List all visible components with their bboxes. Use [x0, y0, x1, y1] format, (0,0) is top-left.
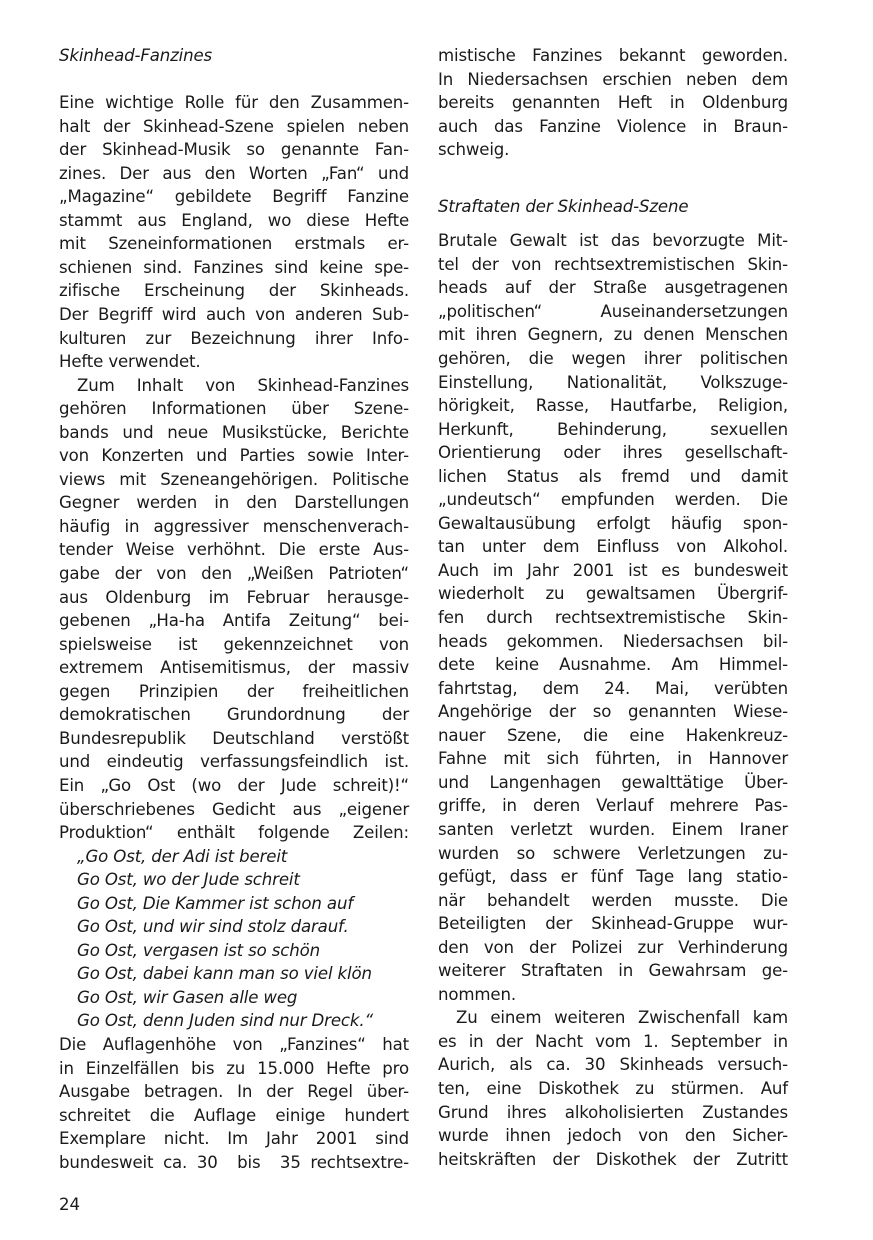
text-line: nommen. — [438, 984, 516, 1004]
text-line: Bundesrepublik Deutschland verstößt — [59, 728, 409, 748]
poem-line: Go Ost, und wir sind stolz darauf. — [77, 917, 349, 937]
text-line: Ausgabe betragen. In der Regel über- — [59, 1082, 409, 1102]
spacer — [438, 218, 788, 229]
text-line: schienen sind. Fanzines sind keine spe- — [59, 257, 409, 277]
text-line: griffe, in deren Verlauf mehrere Pas- — [438, 796, 788, 816]
text-line: Ein „Go Ost (wo der Jude schreit)!“ — [59, 775, 409, 795]
text-line: gehören, die wegen ihrer politischen — [438, 349, 788, 369]
text-line: der Skinhead-Musik so genannte Fan- — [59, 140, 409, 160]
text-line: Orientierung oder ihres gesellschaft- — [438, 443, 788, 463]
text-line: Fahne mit sich führten, in Hannover — [438, 749, 788, 769]
text-line: tan unter dem Einfluss von Alkohol. — [438, 537, 788, 557]
text-line: in Einzelfällen bis zu 15.000 Hefte pro — [59, 1058, 409, 1078]
text-line: mit ihren Gegnern, zu denen Menschen — [438, 325, 788, 345]
text-line: gabe der von den „Weißen Patrioten“ — [59, 564, 409, 584]
text-line: lichen Status als fremd und damit — [438, 466, 788, 486]
text-line: „politischen“ Auseinandersetzungen — [438, 301, 788, 321]
text-line: wurde ihnen jedoch von den Sicher- — [438, 1126, 788, 1146]
left-column — [59, 44, 409, 1174]
poem-line: Go Ost, denn Juden sind nur Dreck.“ — [77, 1011, 373, 1031]
text-line: santen verletzt wurden. Einem Iraner — [438, 819, 788, 839]
text-line: es in der Nacht vom 1. September in — [438, 1031, 788, 1051]
text-line: aus Oldenburg im Februar herausge- — [59, 587, 409, 607]
text-line: gegen Prinzipien der freiheitlichen — [59, 681, 409, 701]
text-line: gehören Informationen über Szene- — [59, 399, 409, 419]
text-line: extremem Antisemitismus, der massiv — [59, 658, 409, 678]
text-line: mistische Fanzines bekannt geworden. — [438, 46, 788, 65]
text-line: Eine wichtige Rolle für den Zusammen- — [59, 93, 409, 113]
section-heading-fanzines: Skinhead-Fanzines — [59, 46, 213, 65]
text-line: In Niedersachsen erschien neben dem — [438, 69, 788, 89]
text-line: Brutale Gewalt ist das bevorzugte Mit- — [438, 231, 788, 251]
text-line: Zu einem weiteren Zwischenfall kam — [456, 1008, 788, 1028]
text-line: wurden so schwere Verletzungen zu- — [438, 843, 788, 863]
text-line: stammt aus England, wo diese Hefte — [59, 210, 409, 230]
text-line: Grund ihres alkoholisierten Zustandes — [438, 1102, 788, 1122]
text-line: „undeutsch“ empfunden werden. Die — [438, 490, 788, 510]
poem-block — [59, 845, 409, 1033]
text-line: Herkunft, Behinderung, sexuellen — [438, 419, 788, 439]
text-line: heads auf der Straße ausgetragenen — [438, 278, 788, 298]
text-line: Zum Inhalt von Skinhead-Fanzines — [77, 375, 409, 395]
text-line: den von der Polizei zur Verhinderung — [438, 937, 788, 957]
text-line: schweig. — [438, 140, 510, 160]
spacer — [59, 68, 409, 92]
text-line: Die Auflagenhöhe von „Fanzines“ hat — [59, 1034, 409, 1054]
text-line: Angehörige der so genannten Wiese- — [438, 702, 788, 722]
text-line: ten, eine Diskothek zu stürmen. Auf — [438, 1078, 788, 1098]
text-line: auch das Fanzine Violence in Braun- — [438, 116, 788, 136]
section-heading-straftaten: Straftaten der Skinhead-Szene — [438, 196, 689, 216]
text-line: und eindeutig verfassungsfeindlich ist. — [59, 752, 409, 772]
text-line: Einstellung, Nationalität, Volkszuge- — [438, 372, 788, 392]
text-line: Aurich, als ca. 30 Skinheads versuch- — [438, 1055, 788, 1075]
text-line: tender Weise verhöhnt. Die erste Aus- — [59, 540, 409, 560]
right-column — [438, 44, 788, 1171]
text-line: tel der von rechtsextremistischen Skin- — [438, 254, 788, 274]
text-line: demokratischen Grundordnung der — [59, 705, 409, 725]
text-line: hörigkeit, Rasse, Hautfarbe, Religion, — [438, 396, 788, 416]
text-line: Gegner werden in den Darstellungen — [59, 493, 409, 513]
text-line: Hefte verwendet. — [59, 352, 201, 372]
poem-line: Go Ost, vergasen ist so schön — [77, 940, 320, 960]
paragraph-fanzines-continued — [438, 44, 788, 162]
paragraph-aurich — [438, 1006, 788, 1171]
text-line: Der Begriff wird auch von anderen Sub- — [59, 305, 409, 325]
text-line: Exemplare nicht. Im Jahr 2001 sind — [59, 1129, 409, 1149]
text-line: dete keine Ausnahme. Am Himmel- — [438, 655, 788, 675]
text-line: fen durch rechtsextremistische Skin- — [438, 608, 788, 628]
paragraph-fanzines-content — [59, 374, 409, 845]
text-line: zifische Erscheinung der Skinheads. — [59, 281, 409, 301]
spacer — [438, 162, 788, 195]
text-line: kulturen zur Bezeichnung ihrer Info- — [59, 328, 409, 348]
text-line: halt der Skinhead-Szene spielen neben — [59, 116, 409, 136]
text-line: Gewaltausübung erfolgt häufig spon- — [438, 513, 788, 533]
text-line: gebenen „Ha-ha Antifa Zeitung“ bei- — [59, 611, 409, 631]
text-line: zines. Der aus den Worten „Fan“ und — [59, 163, 409, 183]
text-line: häufig in aggressiver menschenverach- — [59, 516, 409, 536]
text-line: views mit Szeneangehörigen. Politische — [59, 469, 409, 489]
text-line: spielsweise ist gekennzeichnet von — [59, 634, 409, 654]
text-line: und Langenhagen gewalttätige Über- — [438, 772, 788, 792]
text-line: Produktion“ enthält folgende Zeilen: — [59, 823, 409, 843]
text-line: schreitet die Auflage einige hundert — [59, 1105, 409, 1125]
paragraph-fanzines-intro — [59, 91, 409, 374]
text-line: bands und neue Musikstücke, Berichte — [59, 422, 409, 442]
text-line: när behandelt werden musste. Die — [438, 890, 788, 910]
text-line: überschriebenes Gedicht aus „eigener — [59, 799, 409, 819]
poem-line: „Go Ost, der Adi ist bereit — [77, 846, 288, 866]
text-line: „Magazine“ gebildete Begriff Fanzine — [59, 187, 409, 207]
text-line: mit Szeneinformationen erstmals er- — [59, 234, 409, 254]
poem-line: Go Ost, wo der Jude schreit — [77, 870, 300, 890]
text-line: bundesweit ca. 30 bis 35 rechtsextre- — [59, 1152, 409, 1172]
page-number: 24 — [59, 1195, 81, 1214]
text-line: nauer Szene, die eine Hakenkreuz- — [438, 725, 788, 745]
paragraph-violence — [438, 229, 788, 1006]
text-line: gefügt, dass er fünf Tage lang statio- — [438, 867, 788, 887]
text-line: Beteiligten der Skinhead-Gruppe wur- — [438, 914, 788, 934]
text-line: wiederholt zu gewaltsamen Übergrif- — [438, 584, 788, 604]
text-line: bereits genannten Heft in Oldenburg — [438, 93, 788, 113]
poem-line: Go Ost, dabei kann man so viel klön — [77, 964, 372, 984]
text-line: weiterer Straftaten in Gewahrsam ge- — [438, 961, 788, 981]
poem-line: Go Ost, wir Gasen alle weg — [77, 987, 298, 1007]
text-line: heitskräften der Diskothek der Zutritt — [438, 1149, 788, 1169]
text-line: heads gekommen. Niedersachsen bil- — [438, 631, 788, 651]
text-line: Auch im Jahr 2001 ist es bundesweit — [438, 560, 788, 580]
text-line: von Konzerten und Parties sowie Inter- — [59, 446, 409, 466]
text-line: fahrtstag, dem 24. Mai, verübten — [438, 678, 788, 698]
paragraph-fanzines-circulation — [59, 1033, 409, 1174]
poem-line: Go Ost, Die Kammer ist schon auf — [77, 893, 354, 913]
